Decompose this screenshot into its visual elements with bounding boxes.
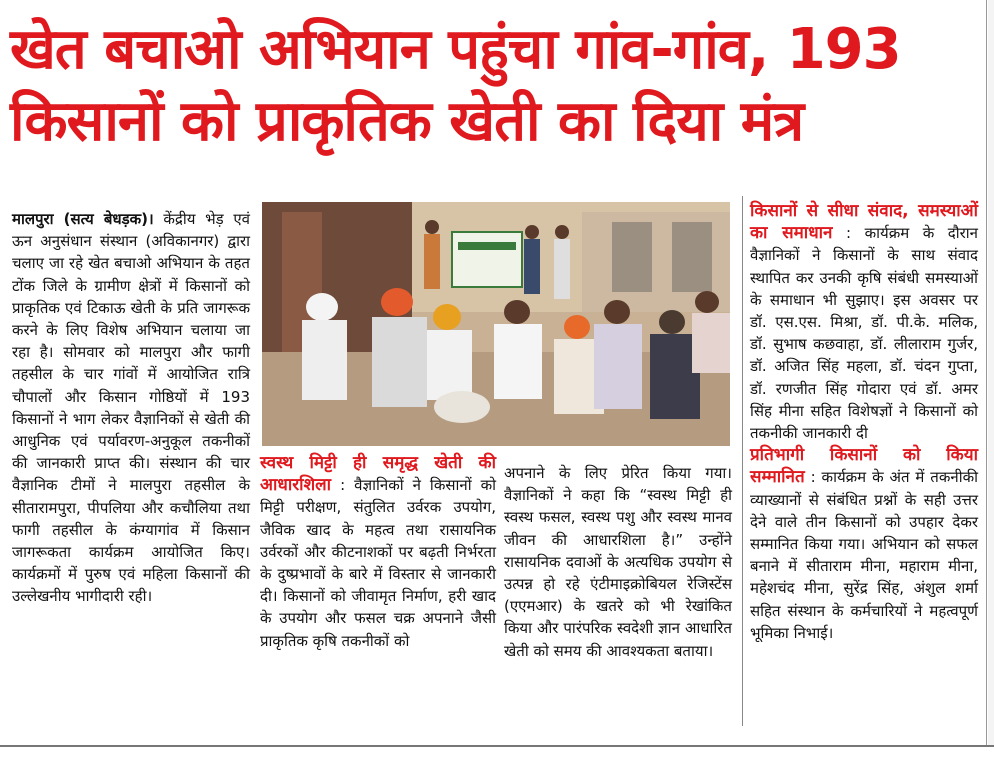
news-photo [262, 202, 730, 446]
column-4-text-1: : कार्यक्रम के दौरान वैज्ञानिकों ने किसानों के साथ संवाद स्थापित कर उनकी कृषि संबंधी समस्याओं के समाधान भी सुझाए। इस अवसर पर डॉ. एस.एस. मिश्रा, डॉ. पी.के. मलिक, डॉ. सुभाष कछवाहा, डॉ. लीलाराम गुर्जर, डॉ. अजित सिंह महला, डॉ. चंदन गुप्ता, डॉ. रणजीत सिंह गोदारा एवं डॉ. अमर सिंह मीना सहित विशेषज्ञों ने किसानों को तकनीकी जानकारी दी [750, 224, 978, 443]
farmers-meeting-photo [262, 202, 730, 446]
column-rule-right [986, 0, 987, 745]
subhead-healthy-soil: स्वस्थ मिट्टी ही समृद्ध खेती की आधारशिला [260, 453, 496, 496]
article-column-3 [504, 462, 732, 662]
page-edge [988, 0, 994, 745]
column-3-text: अपनाने के लिए प्रेरित किया गया। वैज्ञानिकों ने कहा कि “स्वस्थ मिट्टी ही स्वस्थ फसल, स्वस्थ पशु और स्वस्थ मानव जीवन की आधारशिला है।” उन्होंने रासायनिक दवाओं के अत्यधिक उपयोग से उत्पन्न हो रहे एंटीमाइक्रोबियल रेजिस्टेंस (एएमआर) के खतरे को भी रेखांकित किया और पारंपरिक स्वदेशी ज्ञान आधारित खेती को समय की आवश्यकता बताया। [504, 464, 732, 660]
subhead-dialogue: किसानों से सीधा संवाद, समस्याओं का समाधान [750, 201, 978, 244]
column-1-text: केंद्रीय भेड़ एवं ऊन अनुसंधान संस्थान (अविकानगर) द्वारा चलाए जा रहे खेत बचाओ अभियान के तहत टोंक जिले के ग्रामीण क्षेत्रों में किसानों को प्राकृतिक एवं टिकाऊ खेती के प्रति जागरूक करने के लिए विशेष अभियान चलाया जा रहा है। सोमवार को मालपुरा और फागी तहसील के चार गांवों में आयोजित रात्रि चौपालों और किसान गोष्ठियों में 193 किसानों ने भाग लेकर वैज्ञानिकों से खेती की आधुनिक एवं पर्यावरण-अनुकूल तकनीकों की जानकारी प्राप्त की। संस्थान की चार वैज्ञानिक टीमों ने मालपुरा तहसील के सीतारामपुरा, पीपलिया और कचौलिया तथा फागी तहसील के कंग्यागांव में किसान जागरूकता कार्यक्रम आयोजित किए। कार्यक्रमों में पुरुष एवं महिला किसानों की उल्लेखनीय भागीदारी रही। [12, 210, 250, 606]
column-4-text-2: : कार्यक्रम के अंत में तकनीकी व्याख्यानों से संबंधित प्रश्नों के सही उत्तर देने वाले तीन किसानों को उपहार देकर सम्मानित किया गया। अभियान को सफल बनाने में सीताराम मीना, महाराम मीना, महेशचंद मीना, सुरेंद्र सिंह, अंशुल शर्मा सहित संस्थान के कर्मचारियों ने महत्वपूर्ण भूमिका निभाई। [750, 468, 978, 642]
column-2-text: : वैज्ञानिकों ने किसानों को मिट्टी परीक्षण, संतुलित उर्वरक उपयोग, जैविक खाद के महत्व तथा रासायनिक उर्वरकों और कीटनाशकों पर बढ़ती निर्भरता के दुष्प्रभावों के बारे में विस्तार से जानकारी दी। किसानों को जीवामृत निर्माण, हरी खाद के उपयोग और फसल चक्र अपनाने जैसी प्राकृतिक कृषि तकनीकों को [260, 476, 496, 650]
article-column-1 [12, 208, 250, 608]
headline-line-2: किसानों को प्राकृतिक खेती का दिया मंत्र [10, 89, 804, 154]
bottom-rule [0, 745, 994, 747]
article-column-4 [750, 200, 978, 644]
column-rule [742, 196, 743, 726]
dateline: मालपुरा (सत्य बेधड़क)। [12, 210, 154, 228]
headline [10, 14, 980, 158]
subhead-honoured: प्रतिभागी किसानों को किया सम्मानित [750, 445, 978, 488]
headline-line-1: खेत बचाओ अभियान पहुंचा गांव-गांव, 193 [10, 17, 901, 82]
article-column-2 [260, 452, 496, 652]
